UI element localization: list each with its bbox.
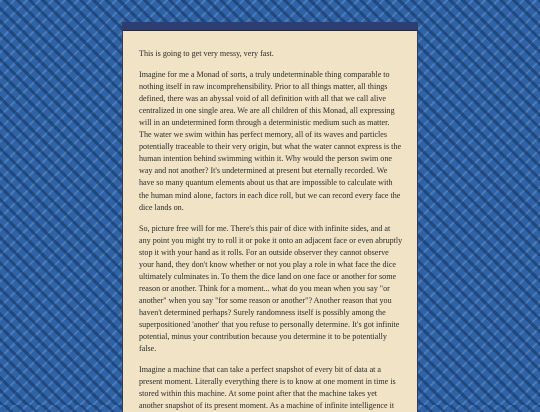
post-header-bar <box>123 22 417 31</box>
post-paragraph-2: Imagine for me a Monad of sorts, a truly undeterminable thing comparable to nothing itself in raw incomprehensibility. Prior to all things matter, all things defined, there was an abyssal void of all definition with all that we call alive centralized in one single area. We are all children of this Monad, all expressing will in an undetermined form through a deterministic medium such as matter. The water we swim within has perfect memory, all of its waves and particles potentially traceable to their very origin, but what the water cannot express is the human intention behind swimming within it. Why would the person swim one way and not another? It's undetermined at present but eternally recorded. We have so many quantum elements about us that are impossible to calculate with the human mind alone, factors in each dice roll, but we can record every face the dice lands on. <box>139 70 402 212</box>
post-paragraph-1: This is going to get very messy, very fast. <box>139 49 274 58</box>
post-paragraph-3: So, picture free will for me. There's this pair of dice with infinite sides, and at any point you might try to roll it or poke it onto an adjacent face or even abruptly stop it with your hand as it rolls. For an outside observer they cannot observe your hand, they don't know whether or not you play a role in what face the dice ultimately culminates in. To them the dice land on one face or another for some reason or another. Think for a moment... what do you mean when you say "or another" when you say "for some reason or another"? Another reason that you haven't determined perhaps? Surely randomness itself is possibly among the superpositioned 'another' that you refuse to personally determine. It's got infinite potential, minus your contribution because you determine it to be potentially false. <box>139 223 403 354</box>
post-paragraph-4: Imagine a machine that can take a perfect snapshot of every bit of data at a present moment. Literally everything there is to know at one moment in time is stored within this machine. At some point after that the machine takes yet another snapshot of its present moment. As a machine of infinite intelligence it <box>139 365 396 411</box>
post-body <box>123 31 417 412</box>
post-column <box>122 22 418 412</box>
